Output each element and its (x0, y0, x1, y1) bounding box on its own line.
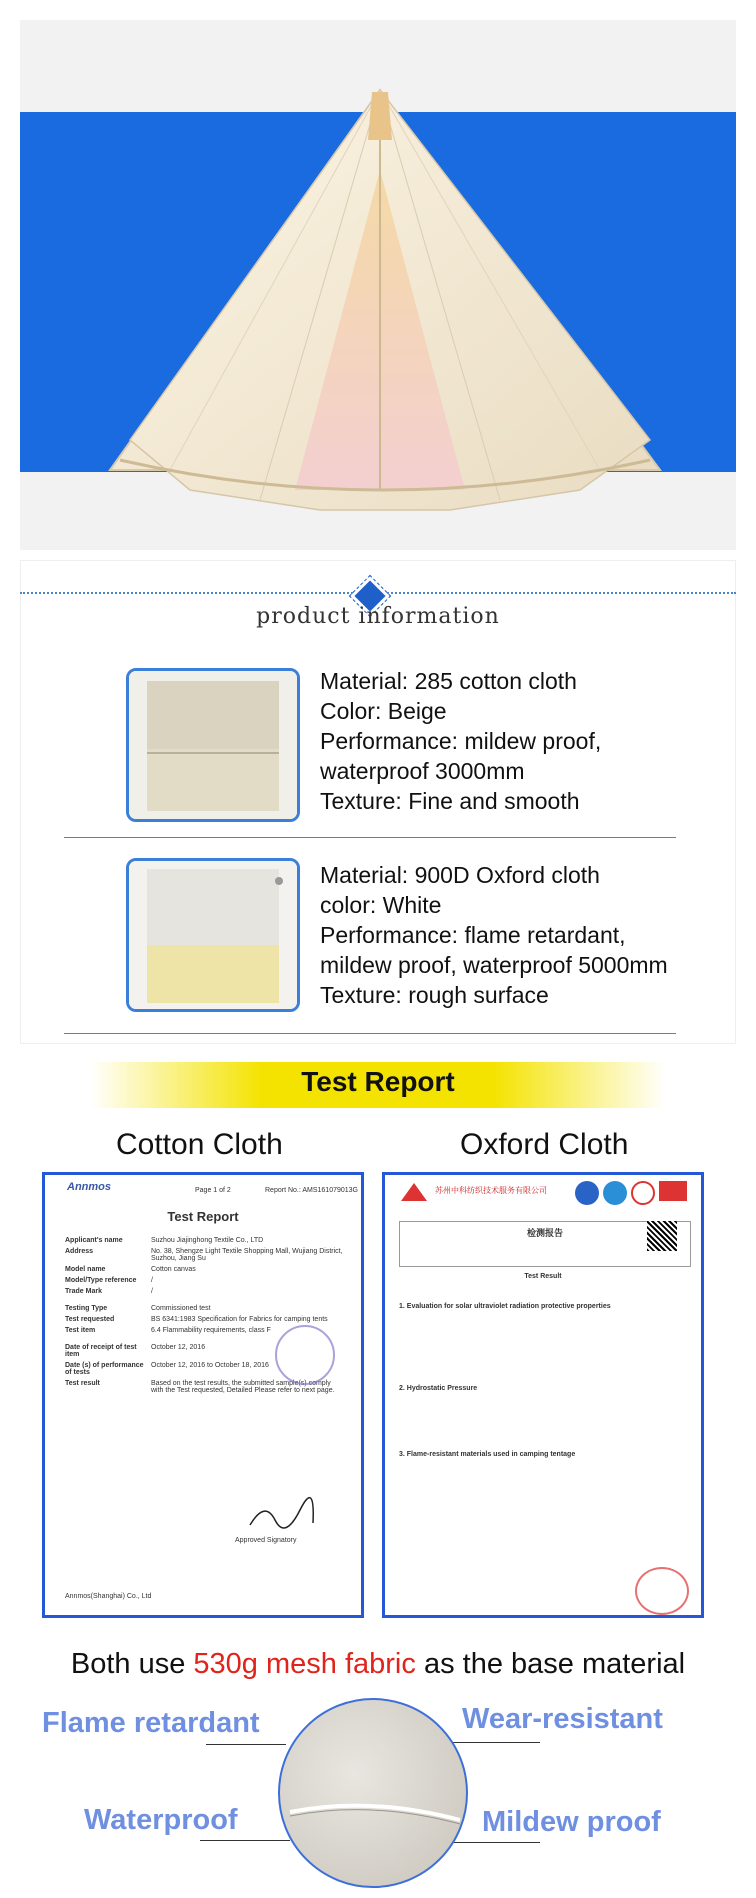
spec-line: Performance: mildew proof, (320, 728, 602, 754)
report-field-row (65, 1237, 345, 1244)
feature-waterproof: Waterproof (84, 1804, 238, 1836)
report-field-value: BS 6341:1983 Specification for Fabrics for camping tents (151, 1316, 328, 1323)
report-field-value: / (151, 1288, 153, 1295)
report-number: Report No.: AMS161079013G (265, 1187, 359, 1194)
report-field-label: Date of receipt of test item (65, 1344, 137, 1358)
report-field-label: Applicant's name (65, 1237, 123, 1244)
mesh-fabric-closeup-image (278, 1698, 468, 1888)
approval-stamp (635, 1567, 689, 1615)
approved-signatory: Approved Signatory (235, 1537, 297, 1544)
report-field-value: No. 38, Shengze Light Textile Shopping Mall, Wujiang District, Suzhou, Jiang Su (151, 1248, 343, 1262)
report-field-label: Model name (65, 1266, 106, 1273)
report-field-label: Test item (65, 1327, 96, 1334)
report-field-row (65, 1248, 345, 1262)
report-field-value: Cotton canvas (151, 1266, 196, 1273)
report-field-value: Suzhou Jiajinghong Textile Co., LTD (151, 1237, 264, 1244)
divider-line (64, 837, 676, 838)
base-prefix: Both use (70, 1648, 194, 1680)
spec-line: Material: 900D Oxford cloth (320, 862, 600, 888)
report-field-label: Test requested (65, 1316, 115, 1323)
callout-line (206, 1744, 286, 1745)
cotton-swatch-image (126, 668, 300, 822)
report-field-label: Address (65, 1248, 94, 1255)
cotton-test-report-document (42, 1172, 364, 1618)
callout-line (450, 1742, 540, 1743)
report-heading: 检测报告 (526, 1228, 563, 1238)
signature-mark (245, 1495, 315, 1535)
callout-line (450, 1842, 540, 1843)
base-material-statement (0, 1648, 756, 1681)
test-item: 3. Flame-resistant materials used in camping tentage (399, 1451, 576, 1458)
report-field-value: Commissioned test (151, 1305, 211, 1312)
bell-tent-illustration (20, 20, 736, 550)
spec-line: mildew proof, waterproof 5000mm (320, 952, 668, 978)
report-field-value: October 12, 2016 to October 18, 2016 (151, 1362, 269, 1369)
spec-line: Color: Beige (320, 698, 447, 724)
test-result-heading: Test Result (524, 1273, 562, 1280)
report-field-label: Trade Mark (65, 1288, 102, 1295)
spec-line: Material: 285 cotton cloth (320, 668, 577, 694)
oxford-test-report-document (382, 1172, 704, 1618)
test-item: 2. Hydrostatic Pressure (399, 1385, 478, 1392)
report-field-label: Testing Type (65, 1305, 108, 1312)
report-field-value: Based on the test results, the submitted sample(s) comply with the Test requested, Detailed Please refer to next page. (151, 1380, 335, 1394)
report-field-row (65, 1277, 345, 1284)
report-field-label: Model/Type reference (65, 1277, 137, 1284)
report-brand: Annmos (67, 1181, 111, 1193)
oxford-spec-text (320, 860, 668, 1010)
spec-line: Texture: Fine and smooth (320, 788, 580, 814)
oxford-cloth-heading: Oxford Cloth (460, 1128, 629, 1161)
report-footer: Annmos(Shanghai) Co., Ltd (65, 1593, 152, 1600)
cotton-spec-text (320, 666, 601, 816)
spec-line: Texture: rough surface (320, 982, 549, 1008)
lab-name: 苏州中科纺织技术服务有限公司 (435, 1186, 547, 1195)
report-field-value: / (151, 1277, 153, 1284)
product-information-title: product information (256, 604, 500, 629)
test-item: 1. Evaluation for solar ultraviolet radiation protective properties (399, 1303, 611, 1310)
base-suffix: as the base material (415, 1648, 686, 1680)
report-field-value: October 12, 2016 (151, 1344, 206, 1351)
lab-logo-icon (399, 1181, 429, 1205)
report-field-row (65, 1305, 345, 1312)
report-field-label: Date (s) of performance of tests (65, 1362, 144, 1376)
report-field-label: Test result (65, 1380, 100, 1387)
certification-logos (575, 1181, 687, 1207)
spec-line: color: White (320, 892, 442, 918)
report-page: Page 1 of 2 (195, 1187, 231, 1194)
qr-code-icon (647, 1221, 677, 1251)
feature-mildew-proof: Mildew proof (482, 1806, 661, 1838)
test-report-title: Test Report (301, 1066, 455, 1097)
hero-tent-image (20, 20, 736, 550)
base-highlight: 530g mesh fabric (193, 1648, 416, 1680)
feature-flame-retardant: Flame retardant (42, 1707, 260, 1739)
feature-wear-resistant: Wear-resistant (462, 1703, 663, 1735)
report-field-row (65, 1266, 345, 1273)
report-field-value: 6.4 Flammability requirements, class F (151, 1327, 271, 1334)
cotton-cloth-heading: Cotton Cloth (116, 1128, 283, 1161)
divider-line (64, 1033, 676, 1034)
spec-line: Performance: flame retardant, (320, 922, 626, 948)
report-field-row (65, 1316, 345, 1323)
callout-line (200, 1840, 290, 1841)
approval-stamp (275, 1325, 335, 1385)
spec-line: waterproof 3000mm (320, 758, 525, 784)
report-heading: Test Report (167, 1209, 239, 1224)
oxford-swatch-image (126, 858, 300, 1012)
report-field-row (65, 1288, 345, 1295)
